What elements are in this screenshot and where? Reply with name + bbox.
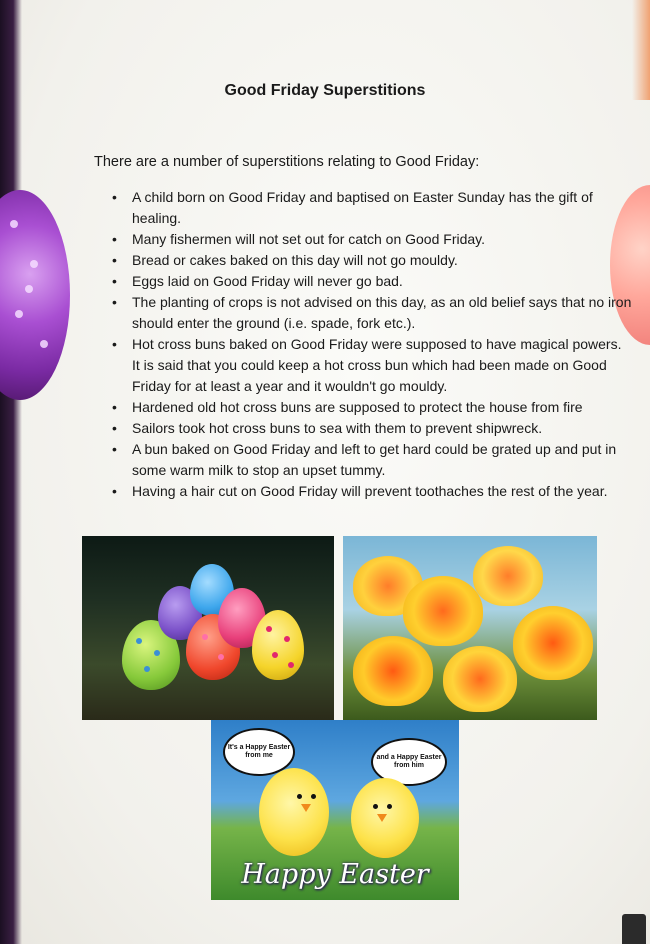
bullet-icon: •	[112, 273, 117, 289]
daffodil	[403, 576, 483, 646]
list-item	[108, 271, 633, 292]
daffodil	[443, 646, 517, 712]
egg-spot	[266, 626, 272, 632]
daffodil	[353, 636, 433, 706]
bullet-icon: •	[112, 231, 117, 247]
bullet-icon: •	[112, 399, 117, 415]
sparkle	[15, 310, 23, 318]
chick-eye	[373, 804, 378, 809]
bullet-icon: •	[112, 189, 117, 205]
sparkle	[25, 285, 33, 293]
list-item-text: Having a hair cut on Good Friday will prevent toothaches the rest of the year.	[132, 483, 608, 499]
chick-right	[351, 778, 419, 858]
egg-spot	[288, 662, 294, 668]
speech-bubble-right: and a Happy Easter from him	[371, 738, 447, 786]
superstitions-list	[108, 187, 633, 502]
list-item	[108, 481, 633, 502]
egg-spot	[284, 636, 290, 642]
list-item	[108, 397, 633, 418]
list-item	[108, 187, 633, 229]
list-item-text: Many fishermen will not set out for catch on Good Friday.	[132, 231, 486, 247]
bullet-icon: •	[112, 252, 117, 268]
egg-spot	[154, 650, 160, 656]
list-item-text: Sailors took hot cross buns to sea with them to prevent shipwreck.	[132, 420, 543, 436]
speech-bubble-left: It's a Happy Easter from me	[223, 728, 295, 776]
list-item-text: Hardened old hot cross buns are supposed to protect the house from fire	[132, 399, 583, 415]
list-item	[108, 250, 633, 271]
bullet-icon: •	[112, 336, 117, 352]
purple-glitter-egg	[0, 190, 70, 400]
egg-spot	[202, 634, 208, 640]
photo-edge-shadow	[0, 0, 22, 944]
chick-beak	[377, 814, 387, 822]
chick-left	[259, 768, 329, 856]
stand-corner	[622, 914, 646, 944]
sparkle	[40, 340, 48, 348]
list-item-text: Hot cross buns baked on Good Friday were supposed to have magical powers. It is said that you could keep a hot cross bun which had been made on Good Friday for at least a year and it wouldn't go mouldy.	[132, 336, 622, 394]
egg-spot	[272, 652, 278, 658]
daffodil	[473, 546, 543, 606]
bullet-icon: •	[112, 420, 117, 436]
chick-eye	[297, 794, 302, 799]
page-title: Good Friday Superstitions	[224, 82, 426, 99]
list-item	[108, 292, 633, 334]
intro-text: There are a number of superstitions relating to Good Friday:	[94, 154, 480, 170]
bullet-icon: •	[112, 441, 117, 457]
easter-eggs-photo	[82, 536, 334, 720]
chick-eye	[387, 804, 392, 809]
list-item	[108, 229, 633, 250]
list-item-text: A child born on Good Friday and baptised on Easter Sunday has the gift of healing.	[132, 189, 593, 226]
list-item-text: The planting of crops is not advised on this day, as an old belief says that no iron should enter the ground (i.e. spade, fork etc.).	[132, 294, 632, 331]
bullet-icon: •	[112, 294, 117, 310]
bullet-icon: •	[112, 483, 117, 499]
yellow-egg	[252, 610, 304, 680]
list-item-text: Bread or cakes baked on this day will not go mouldy.	[132, 252, 458, 268]
happy-easter-chicks-card	[211, 720, 459, 900]
chick-beak	[301, 804, 311, 812]
list-item-text: A bun baked on Good Friday and left to get hard could be grated up and put in some warm milk to stop an upset tummy.	[132, 441, 617, 478]
list-item	[108, 439, 633, 481]
egg-spot	[144, 666, 150, 672]
happy-easter-caption: Happy Easter	[241, 859, 429, 890]
sparkle	[30, 260, 38, 268]
list-item	[108, 334, 633, 397]
daffodil	[513, 606, 593, 680]
egg-spot	[218, 654, 224, 660]
egg-spot	[136, 638, 142, 644]
list-item	[108, 418, 633, 439]
list-item-text: Eggs laid on Good Friday will never go bad.	[132, 273, 403, 289]
chick-eye	[311, 794, 316, 799]
sparkle	[10, 220, 18, 228]
daffodils-photo	[343, 536, 597, 720]
